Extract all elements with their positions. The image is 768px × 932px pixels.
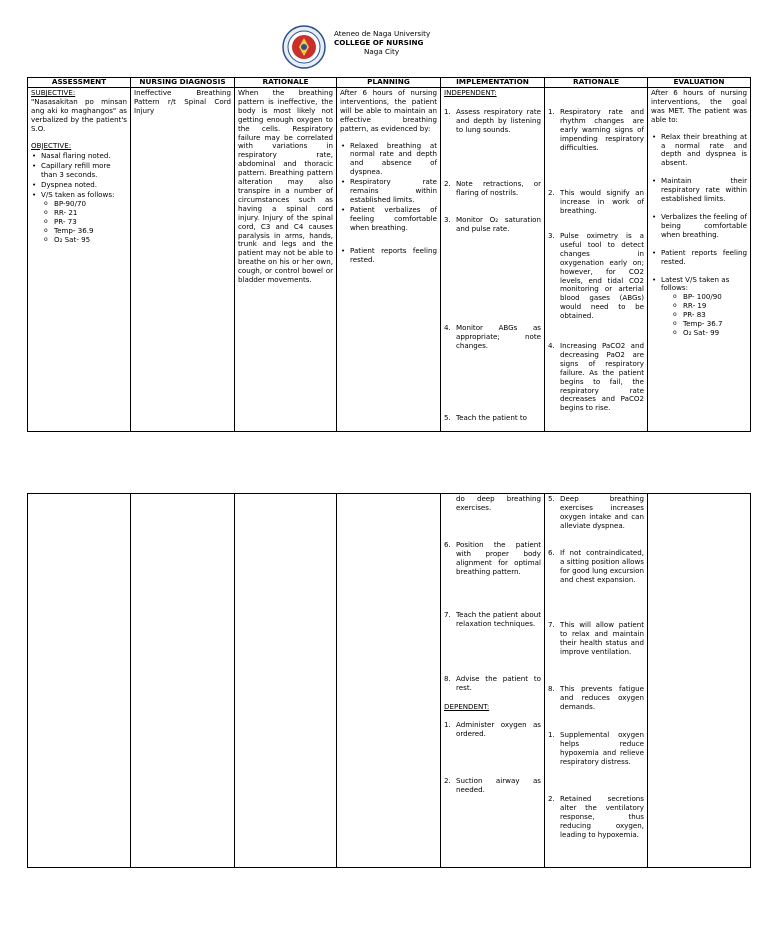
intervention-item: 4. Monitor ABGs as appropriate; note changes.	[444, 322, 541, 350]
rationale-item: 5. Deep breathing exercises increases oxygen intake and can alleviate dyspnea.	[548, 494, 644, 530]
university-name: Ateneo de Naga University	[334, 29, 431, 38]
evaluation-item: • Patient reports feeling rested.	[661, 249, 747, 267]
evaluation-item: • Maintain their respiratory rate within established limits.	[661, 177, 747, 204]
intervention-item: 1. Administer oxygen as ordered.	[444, 720, 541, 738]
evaluation-intro: After 6 hours of nursing interventions, the goal was MET. The patient was able to:	[651, 88, 747, 124]
evaluation-cell	[648, 88, 751, 432]
subjective-label: SUBJECTIVE:	[31, 88, 76, 97]
diagnosis-cell-cont	[131, 494, 235, 868]
rationale-item: 4. Increasing PaCO2 and decreasing PaO2 are signs of respiratory failure. As the patient begins to fail, the respiratory rate decreases and PaCO2 begins to rise.	[548, 341, 644, 413]
planning-item: • Relaxed breathing at normal rate and depth and absence of dyspnea.	[350, 142, 437, 178]
evaluation-item: • Relax their breathing at a normal rate and depth and dyspnea is absent.	[661, 133, 747, 169]
vital-sign: o PR- 83	[683, 311, 747, 320]
planning-cell-cont	[337, 494, 441, 868]
implementation-cell	[441, 88, 545, 432]
intervention-item: 8. Advise the patient to rest.	[444, 674, 541, 692]
intervention-item: 3. Monitor O₂ saturation and pulse rate.	[444, 214, 541, 233]
rationale-item: 2. This would signify an increase in work of breathing.	[548, 188, 644, 215]
header-text	[334, 29, 430, 57]
planning-intro: After 6 hours of nursing interventions, the patient will be able to maintain an effective breathing pattern, as evidenced by:	[340, 88, 437, 133]
evaluation-item: • Verbalizes the feeling of being comfortable when breathing.	[661, 213, 747, 240]
vital-sign: o Temp- 36.7	[683, 320, 747, 329]
col-header-planning: PLANNING	[337, 78, 441, 88]
college-name: COLLEGE OF NURSING	[334, 38, 424, 48]
latest-vitals-list	[661, 293, 747, 338]
rationale-item: 8. This prevents fatigue and reduces oxygen demands.	[548, 684, 644, 711]
objective-item: • Dyspnea noted.	[41, 181, 127, 190]
dependent-label: DEPENDENT:	[444, 702, 490, 711]
vital-sign: o O₂ Sat- 99	[683, 329, 747, 338]
intervention-item: 2. Suction airway as needed.	[444, 776, 541, 794]
vital-sign: o RR- 19	[683, 302, 747, 311]
planning-item: • Patient reports feeling rested.	[350, 247, 437, 265]
col-header-evaluation: EVALUATION	[648, 78, 751, 88]
implementation-cell-cont	[441, 494, 545, 868]
intervention-item: 5. Teach the patient to	[444, 412, 528, 422]
rationale-cell-cont	[235, 494, 337, 868]
planning-item: • Patient verbalizes of feeling comfortable when breathing.	[350, 206, 437, 233]
document-header	[0, 25, 768, 70]
objective-item: • Capillary refill more than 3 seconds.	[41, 162, 127, 180]
col-header-rationale-2: RATIONALE	[545, 78, 648, 88]
independent-label: INDEPENDENT:	[444, 88, 497, 97]
objective-item: • Nasal flaring noted.	[41, 152, 127, 161]
university-seal-icon	[282, 25, 326, 69]
evaluation-list	[651, 133, 747, 338]
rationale2-cell	[545, 88, 648, 432]
evaluation-item: • Latest V/S taken as follows: o BP- 100/90 o RR- 19 o PR- 83 o Temp- 36.7 o O₂ Sat- 99	[661, 276, 747, 338]
assessment-cell-cont	[28, 494, 131, 868]
rationale2-cell-cont	[545, 494, 648, 868]
vital-sign: o BP- 100/90	[683, 293, 747, 302]
col-header-diagnosis: NURSING DIAGNOSIS	[131, 78, 235, 88]
rationale-item: 6. If not contraindicated, a sitting position allows for good lung excursion and chest expansion.	[548, 548, 644, 584]
assessment-cell	[28, 88, 131, 432]
rationale-item: 2. Retained secretions alter the ventilatory response, thus reducing oxygen, leading to hypoxemia.	[548, 794, 644, 839]
rationale-item: 7. This will allow patient to relax and maintain their health status and improve ventilation.	[548, 620, 644, 656]
vital-sign: o BP-90/70	[54, 200, 127, 209]
city-name: Naga City	[364, 47, 400, 57]
intervention-continuation: do deep breathing exercises.	[456, 494, 541, 512]
objective-item: • V/S taken as follows: o BP-90/70 o RR- 21 o PR- 73 o Temp- 36.9 o O₂ Sat- 95	[41, 191, 127, 244]
vital-sign: o Temp- 36.9	[54, 227, 127, 236]
rationale-item: 1. Supplemental oxygen helps reduce hypoxemia and relieve respiratory distress.	[548, 730, 644, 766]
col-header-implementation: IMPLEMENTATION	[441, 78, 545, 88]
vital-sign: o PR- 73	[54, 218, 127, 227]
objective-label: OBJECTIVE:	[31, 140, 72, 150]
care-plan-table-page1	[27, 77, 751, 432]
rationale-cell: When the breathing pattern is ineffective, the body is most likely not getting enough oxygen to the cells. Respiratory failure may be correlated with variations in respiratory rate, abdominal and thoracic pattern. Breathing pattern alteration may also transpire in a number of circumstances such as having a spinal cord injury. Injury of the spinal cord, C3 and C4 causes paralysis in arms, hands, trunk and legs and the patient may not be able to breathe on his or her own, cough, or control bowel or bladder movements.	[235, 88, 337, 432]
care-plan-table-page2	[27, 493, 751, 868]
evaluation-cell-cont	[648, 494, 751, 868]
vital-sign: o O₂ Sat- 95	[54, 236, 127, 245]
intervention-item: 2. Note retractions, or flaring of nostrils.	[444, 178, 541, 197]
subjective-text: "Nasasakitan po minsan ang aki ko maghangos" as verbalized by the patient's S.O.	[31, 96, 127, 133]
col-header-assessment: ASSESSMENT	[28, 78, 131, 88]
rationale-item: 3. Pulse oximetry is a useful tool to detect changes in oxygenation early on; however, for CO2 levels, end tidal CO2 monitoring or arterial blood gases (ABGs) would need to be obtained.	[548, 231, 644, 321]
intervention-item: 1. Assess respiratory rate and depth by listening to lung sounds.	[444, 106, 541, 134]
objective-list	[31, 152, 127, 244]
vitals-list	[41, 200, 127, 245]
rationale-item: 1. Respiratory rate and rhythm changes are early warning signs of impending respiratory difficulties.	[548, 107, 644, 152]
col-header-rationale: RATIONALE	[235, 78, 337, 88]
planning-list	[340, 142, 437, 265]
intervention-item: 6. Position the patient with proper body alignment for optimal breathing pattern.	[444, 540, 541, 576]
planning-cell	[337, 88, 441, 432]
intervention-item: 7. Teach the patient about relaxation techniques.	[444, 610, 541, 628]
planning-item: • Respiratory rate remains within established limits.	[350, 178, 437, 205]
diagnosis-cell: Ineffective Breathing Pattern r/t Spinal Cord Injury	[131, 88, 235, 432]
vital-sign: o RR- 21	[54, 209, 127, 218]
